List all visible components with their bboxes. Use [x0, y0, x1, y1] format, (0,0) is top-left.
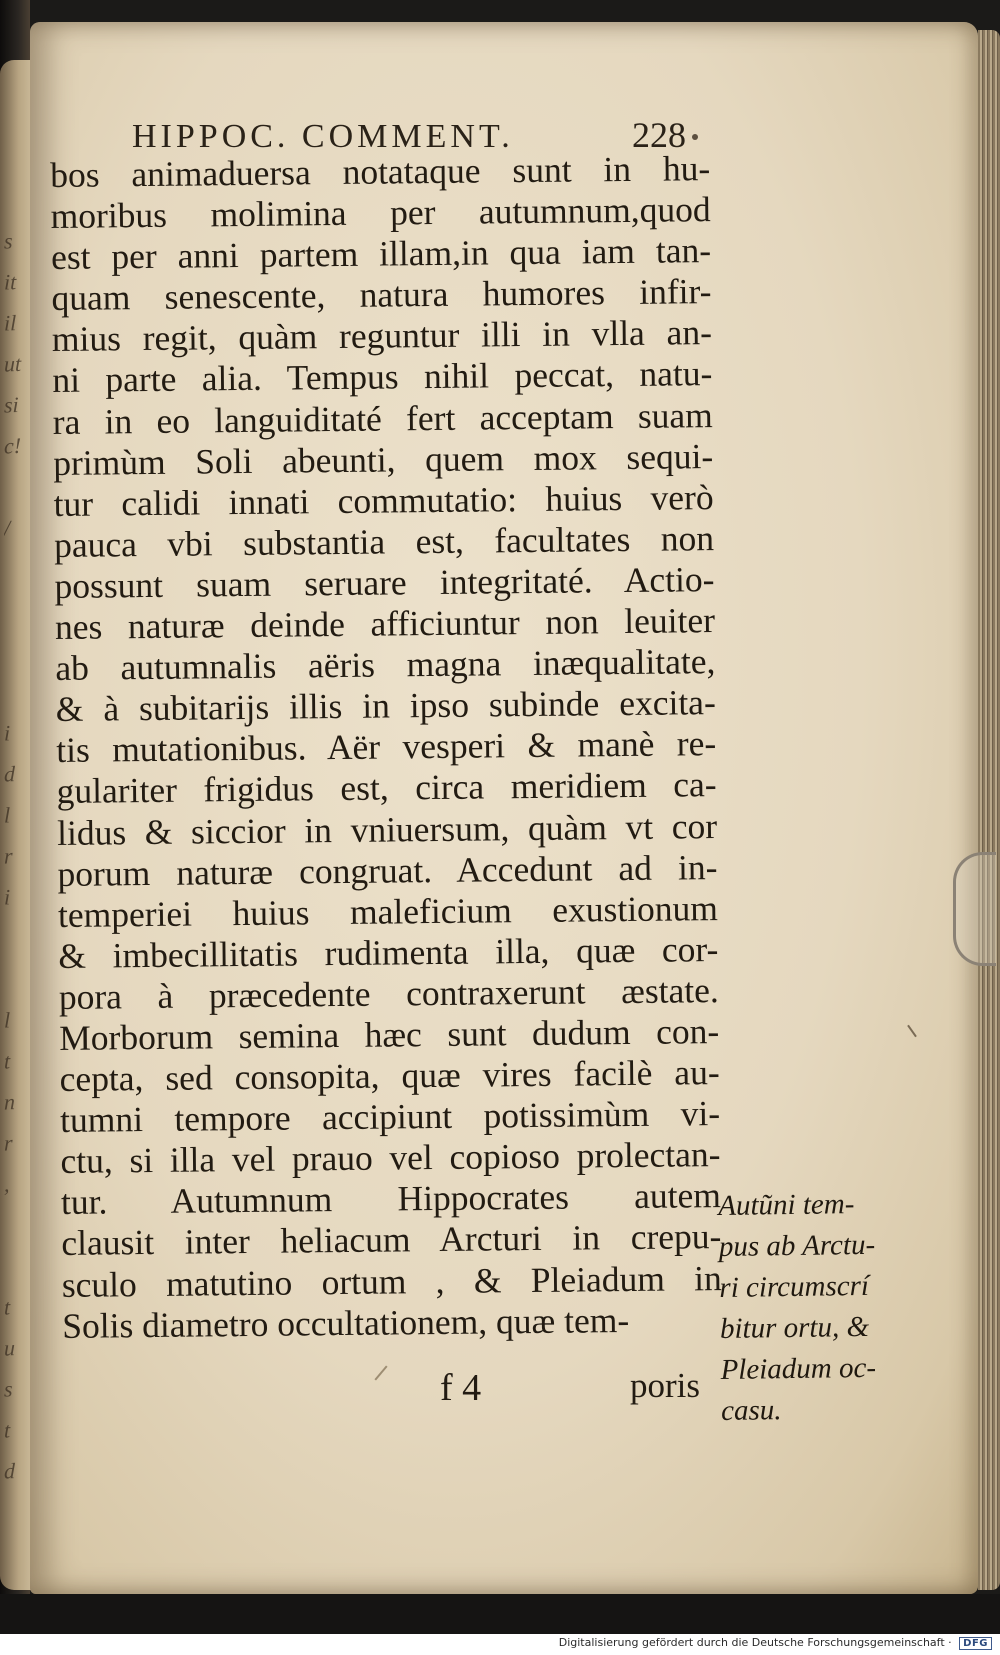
- text-line: porum naturæ congruat. Accedunt ad in-: [57, 846, 718, 894]
- text-line: tur calidi innati commutatio: huius verò: [53, 476, 714, 524]
- text-line: lidus & siccior in vniuersum, quàm vt cor: [56, 805, 718, 853]
- text-line: quam senescente, natura humores infir-: [51, 271, 712, 319]
- facing-page-edge: [0, 60, 34, 1590]
- page-number: 228: [632, 115, 686, 155]
- text-line: mius regit, quàm reguntur illi in vlla an-: [51, 312, 713, 360]
- body-text: [50, 148, 722, 1347]
- text-line: ctu, si illa vel prauo vel copioso prolectan-: [60, 1134, 721, 1182]
- text-line: pora à præcedente contraxerunt æstate.: [58, 969, 719, 1017]
- scan-bottom-band: [0, 1594, 1000, 1634]
- margin-note-line: Pleiadum oc-: [720, 1351, 877, 1386]
- ink-speck: [692, 134, 698, 140]
- footer-bar: [0, 1634, 1000, 1655]
- dfg-logo-icon: DFG: [959, 1637, 992, 1650]
- text-line: pauca vbi substantia est, facultates non: [53, 517, 715, 565]
- page-clip: [953, 852, 996, 966]
- margin-note-line: ri circumscrí: [719, 1269, 870, 1304]
- text-line: est per anni partem illam,in qua iam tan-: [50, 230, 712, 278]
- text-line: ra in eo languiditaté fert acceptam suam: [52, 394, 713, 442]
- text-line: tumni tempore accipiunt potissimùm vi-: [59, 1093, 721, 1141]
- footer-credit-text: Digitalisierung gefördert durch die Deutsche Forschungsgemeinschaft ·: [558, 1636, 952, 1649]
- footer-credit: [559, 1636, 992, 1650]
- text-line: moribus molimina per autumnum,quod: [50, 189, 711, 237]
- text-line: primùm Soli abeunti, quem mox sequi-: [53, 435, 714, 483]
- page-block-edge: [978, 30, 1000, 1590]
- text-line: clausit inter heliacum Arcturi in crepu-: [61, 1216, 722, 1264]
- text-line: tis mutationibus. Aër vesperi & manè re-: [56, 723, 717, 771]
- text-line: ab autumnalis aëris magna inæqualitate,: [55, 641, 716, 689]
- facing-page-text-fragments: s it il ut si c! / i d l r i l t n r , t u s t d: [4, 228, 22, 1484]
- text-line: & à subitarijs illis in ipso subinde excita-: [55, 682, 716, 730]
- margin-note-line: casu.: [720, 1394, 782, 1427]
- running-head: HIPPOC. COMMENT.: [132, 118, 514, 155]
- margin-note-line: bitur ortu, &: [719, 1310, 870, 1345]
- text-line: gulariter frigidus est, circa meridiem ca-: [56, 764, 717, 812]
- text-line: nes naturæ deinde afficiuntur non leuiter: [54, 600, 716, 648]
- text-line: sculo matutino ortum , & Pleiadum in: [61, 1257, 723, 1305]
- text-line: & imbecillitatis rudimenta illa, quæ cor-: [58, 928, 719, 976]
- text-line: possunt suam seruare integritaté. Actio-: [54, 559, 715, 606]
- margin-note-line: Autũni tem-: [718, 1188, 855, 1222]
- text-line: tur. Autumnum Hippocrates autem: [60, 1175, 722, 1223]
- text-line: Solis diametro occultationem, quæ tem-: [62, 1299, 630, 1346]
- text-line: cepta, sed consopita, quæ vires facilè au-: [59, 1052, 720, 1100]
- catchword: poris: [630, 1366, 700, 1405]
- signature-mark: f 4: [440, 1367, 482, 1409]
- text-line: temperiei huius maleficium exustionum: [57, 887, 719, 935]
- text-line: bos animaduersa notataque sunt in hu-: [50, 148, 711, 195]
- text-line: ni parte alia. Tempus nihil peccat, natu-: [52, 353, 713, 401]
- margin-note: [718, 1183, 901, 1431]
- margin-note-line: pus ab Arctu-: [718, 1228, 876, 1263]
- text-line: Morborum semina hæc sunt dudum con-: [59, 1011, 720, 1058]
